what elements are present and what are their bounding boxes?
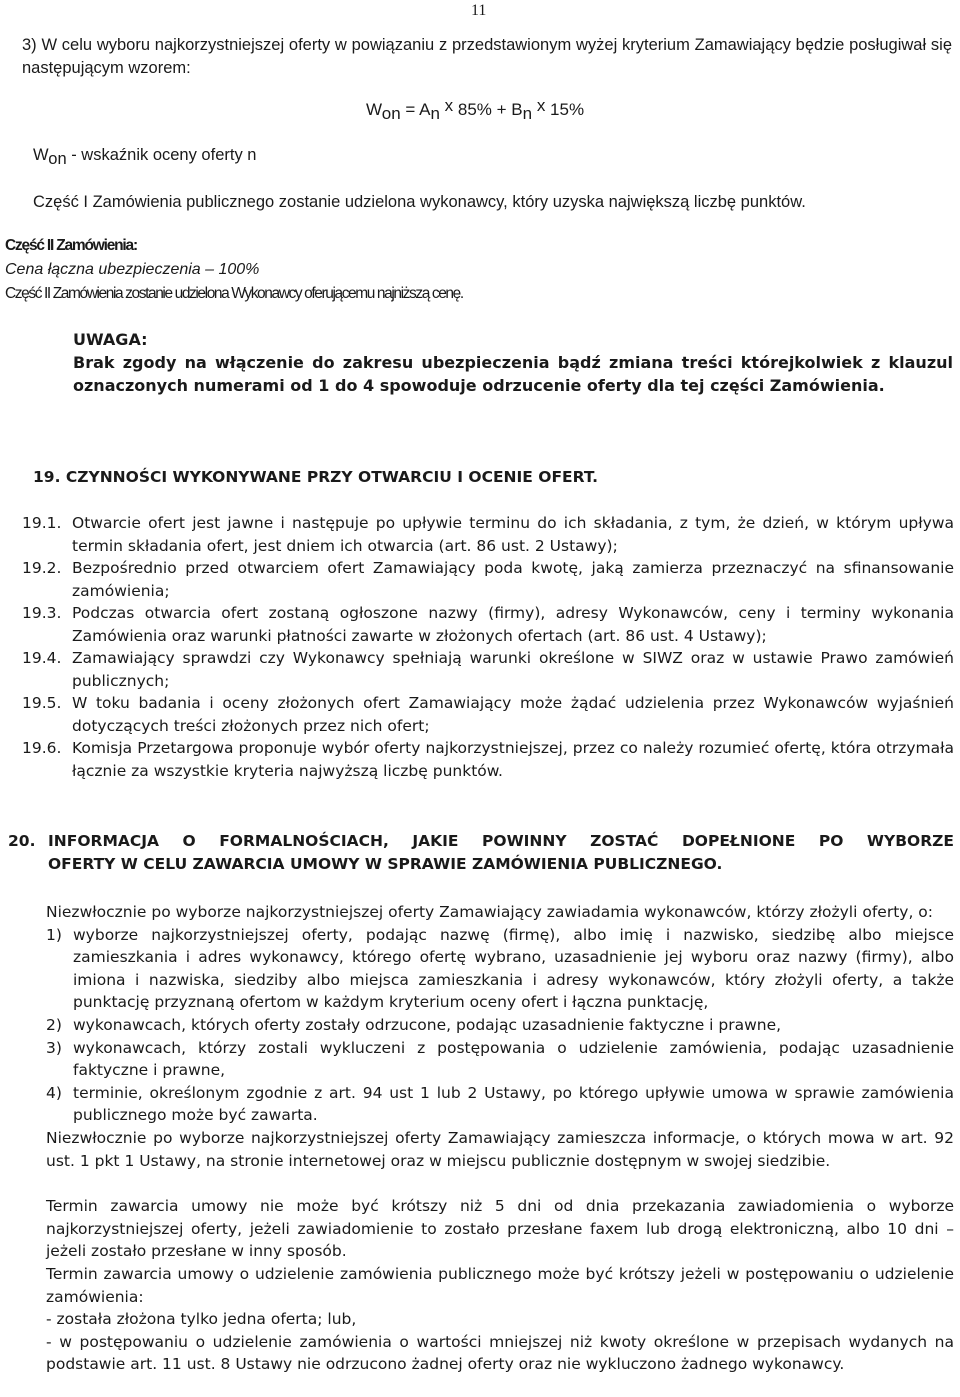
item-text: Komisja Przetargowa proponuje wybór oferty najkorzystniejszej, przez co należy rozumieć ofertę, która otrzymała łącznie za wszystkie kryteria najwyższą liczbę punktów.: [72, 739, 954, 780]
item-number: 2): [46, 1015, 62, 1034]
formula-a-sub: n: [430, 104, 440, 123]
formula-pct2: 15%: [545, 100, 585, 119]
section-20-heading-line2: OFERTY W CELU ZAWARCIA UMOWY W SPRAWIE ZAMÓWIENIA PUBLICZNEGO.: [48, 855, 723, 873]
item-number: 19.1.: [22, 514, 62, 532]
section-20-number: 20.: [8, 832, 36, 850]
item-number: 4): [46, 1083, 62, 1102]
item-text: W toku badania i oceny złożonych ofert Zamawiający może żądać udzielenia przez Wykonawców wyjaśnień dotyczących treści złożonych przez nich ofert;: [72, 694, 954, 735]
scoring-formula: [366, 96, 585, 123]
item-number: 1): [46, 925, 62, 944]
item-text: wykonawcach, których oferty zostały odrzucone, podając uzasadnienie faktyczne i prawne,: [73, 1015, 782, 1034]
formula-x2: x: [532, 96, 546, 115]
list-item: [22, 602, 954, 647]
warning-text: Brak zgody na włączenie do zakresu ubezpieczenia bądź zmiana treści którejkolwiek z klauzul oznaczonych numerami od 1 do 4 spowoduje odrzucenie oferty dla tej części Zamówienia.: [73, 353, 953, 395]
list-item: [46, 1082, 954, 1127]
section-19-heading: 19. CZYNNOŚCI WYKONYWANE PRZY OTWARCIU I OCENIE OFERT.: [33, 468, 598, 486]
section-20-paragraph-2: Niezwłocznie po wyborze najkorzystniejszej oferty Zamawiający zamieszcza informacje, o których mowa w art. 92 ust. 1 pkt 1 Ustawy, na stronie internetowej oraz w miejscu publicznie dostępnym w swojej siedzibie.: [46, 1128, 954, 1170]
list-item: [22, 647, 954, 692]
item-text: terminie, określonym zgodnie z art. 94 ust 1 lub 2 Ustawy, po którego upływie umowa w sprawie zamówienia publicznego może być zawarta.: [73, 1083, 954, 1125]
section-20-dash-1: - została złożona tylko jedna oferta; lub,: [46, 1310, 357, 1329]
section-19-list: [22, 512, 954, 782]
formula-legend: [33, 146, 257, 168]
part2-price-criterion: Cena łączna ubezpieczenia – 100%: [5, 261, 260, 278]
intro-paragraph: 3) W celu wyboru najkorzystniejszej oferty w powiązaniu z przedstawionym wyżej kryterium Zamawiający będzie posługiwał się następującym wzorem:: [22, 36, 952, 77]
item-text: Podczas otwarcia ofert zostaną ogłoszone nazwy (firmy), adresy Wykonawców, ceny i terminy wykonania Zamówienia oraz warunki płatności zawarte w złożonych ofertach (art. 86 ust. 4 Ustawy);: [72, 604, 954, 645]
legend-desc: - wskaźnik oceny oferty n: [66, 146, 257, 164]
section-20-dash-2: - w postępowaniu o udzielenie zamówienia o wartości mniejszej niż kwoty określone w przepisach wydanych na podstawie art. 11 ust. 8 Ustawy nie odrzucono żadnej oferty oraz nie wykluczono żadnego wykonawcy.: [46, 1332, 954, 1374]
section-20-paragraph-3: Termin zawarcia umowy nie może być krótszy niż 5 dni od dnia przekazania zawiadomienia o wyborze najkorzystniejszej oferty, jeżeli zawiadomienie to zostało przesłane faxem lub drogą elektroniczną, albo 10 dni – jeżeli zostało przesłane w inny sposób.: [46, 1197, 954, 1261]
item-number: 19.6.: [22, 739, 62, 757]
part1-paragraph: Część I Zamówienia publicznego zostanie udzielona wykonawcy, który uzyska największą liczbę punktów.: [33, 193, 806, 211]
item-number: 19.4.: [22, 649, 62, 667]
formula-pct1: 85% + B: [453, 100, 523, 119]
section-20-body: [46, 901, 954, 1376]
list-item: [22, 692, 954, 737]
warning-label: UWAGA:: [73, 330, 148, 349]
item-text: Bezpośrednio przed otwarciem ofert Zamawiający poda kwotę, jaką zamierza przeznaczyć na sfinansowanie zamówienia;: [72, 559, 954, 600]
list-item: [46, 1014, 954, 1037]
page-number: 11: [471, 2, 487, 19]
legend-w: W: [33, 146, 49, 164]
item-text: wykonawcach, którzy zostali wykluczeni z postępowania o udzielenie zamówienia, podając uzasadnienie faktyczne i prawne,: [73, 1038, 954, 1080]
section-20-heading-line1: INFORMACJA O FORMALNOŚCIACH, JAKIE POWINNY ZOSTAĆ DOPEŁNIONE PO WYBORZE: [48, 832, 954, 850]
formula-w: W: [366, 100, 382, 119]
list-item: [22, 737, 954, 782]
list-item: [46, 924, 954, 1014]
item-text: wyborze najkorzystniejszej oferty, podając nazwę (firmę), albo imię i nazwisko, siedzibę albo miejsce zamieszkania i adres wykonawcy, którego ofertę wybrano, uzasadnienie jej wyboru oraz nazwy (firmy), albo imiona i nazwiska, siedziby albo miejsca zamieszkania i adresy wykonawców, który złożyli oferty, a także punktację przyznaną ofertom w każdym kryterium oceny ofert i łączna punktację,: [73, 925, 954, 1012]
formula-w-sub: on: [381, 104, 401, 123]
section-20-intro: Niezwłocznie po wyborze najkorzystniejszej oferty Zamawiający zawiadamia wykonawców, którzy złożyli oferty, o:: [46, 903, 934, 921]
formula-eq-a: = A: [400, 100, 431, 119]
item-number: 19.3.: [22, 604, 62, 622]
list-item: [46, 1037, 954, 1082]
item-number: 3): [46, 1038, 62, 1057]
list-item: [22, 557, 954, 602]
section-20-paragraph-4: Termin zawarcia umowy o udzielenie zamówienia publicznego może być krótszy jeżeli w postępowaniu o udzielenie zamówienia:: [46, 1264, 954, 1306]
list-item: [22, 512, 954, 557]
item-number: 19.5.: [22, 694, 62, 712]
item-text: Otwarcie ofert jest jawne i następuje po upływie terminu do ich składania, z tym, że dzień, w którym upływa termin składania ofert, jest dniem ich otwarcia (art. 86 ust. 2 Ustawy);: [72, 514, 954, 555]
part2-title: Część II Zamówienia:: [5, 237, 137, 254]
legend-w-sub: on: [48, 150, 67, 168]
formula-x1: x: [439, 96, 454, 115]
section-20-heading: [8, 830, 954, 876]
part2-paragraph: Część II Zamówienia zostanie udzielona Wykonawcy oferującemu najniższą cenę.: [5, 285, 463, 302]
formula-b-sub: n: [522, 104, 533, 123]
item-number: 19.2.: [22, 559, 62, 577]
item-text: Zamawiający sprawdzi czy Wykonawcy spełniają warunki określone w SIWZ oraz w ustawie Prawo zamówień publicznych;: [72, 649, 954, 690]
warning-block: [73, 328, 953, 397]
